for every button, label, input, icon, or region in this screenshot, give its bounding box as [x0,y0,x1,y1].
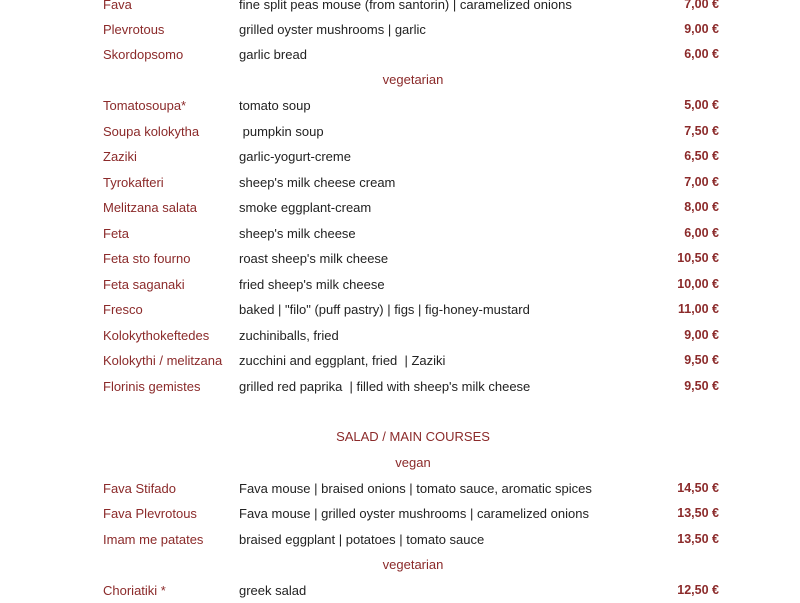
dish-description: braised eggplant | potatoes | tomato sauce [239,532,485,547]
dish-description: fine split peas mouse (from santorin) | caramelized onions [239,0,572,12]
dish-description: zuchiniballs, fried [239,328,339,343]
dish-description: grilled oyster mushrooms | garlic [239,22,426,37]
dish-description: baked | "filo" (puff pastry) | figs | fig-honey-mustard [239,302,530,317]
dish-description: smoke eggplant-cream [239,200,372,215]
dish-description: pumpkin soup [239,124,324,139]
section-title-salad-main-courses: SALAD / MAIN COURSES [336,429,490,444]
dish-name: Feta sto fourno [103,251,191,266]
dish-price: 9,50 € [684,353,719,367]
dish-price: 9,50 € [684,379,719,393]
dish-name: Tyrokafteri [103,175,164,190]
dish-name: Choriatiki * [103,583,166,598]
menu-item [0,200,800,220]
menu-item [0,124,800,144]
menu-item [0,506,800,526]
dish-name: Plevrotous [103,22,165,37]
menu-item [0,47,800,67]
dish-price: 14,50 € [677,481,719,495]
menu-item [0,532,800,552]
menu-item [0,98,800,118]
section-heading-vegetarian: vegetarian [382,72,444,87]
menu-item [0,302,800,322]
dish-description: grilled red paprika | filled with sheep's milk cheese [239,379,531,394]
dish-name: Fava Stifado [103,481,176,496]
dish-price: 13,50 € [677,506,719,520]
dish-name: Skordopsomo [103,47,184,62]
menu-item [0,175,800,195]
menu-item [0,379,800,399]
dish-description: sheep's milk cheese [239,226,356,241]
dish-name: Soupa kolokytha [103,124,200,139]
menu-item [0,149,800,169]
section-heading-vegan: vegan [395,455,431,470]
dish-description: tomato soup [239,98,311,113]
dish-description: greek salad [239,583,307,598]
dish-price: 10,50 € [677,251,719,265]
dish-description: fried sheep's milk cheese [239,277,385,292]
dish-name: Fresco [103,302,143,317]
dish-name: Fava Plevrotous [103,506,197,521]
dish-price: 6,50 € [684,149,719,163]
dish-description: garlic-yogurt-creme [239,149,351,164]
dish-price: 6,00 € [684,226,719,240]
dish-price: 9,00 € [684,328,719,342]
menu-item [0,353,800,373]
menu-item [0,251,800,271]
dish-description: Fava mouse | grilled oyster mushrooms | caramelized onions [239,506,589,521]
menu-item [0,328,800,348]
dish-name: Kolokythi / melitzana [103,353,223,368]
dish-price: 10,00 € [677,277,719,291]
dish-name: Kolokythokeftedes [103,328,210,343]
menu-item [0,277,800,297]
menu-item [0,22,800,42]
dish-name: Imam me patates [103,532,204,547]
dish-price: 13,50 € [677,532,719,546]
menu-item [0,226,800,246]
dish-name: Zaziki [103,149,137,164]
dish-name: Feta saganaki [103,277,185,292]
dish-description: zucchini and eggplant, fried | Zaziki [239,353,446,368]
dish-name: Florinis gemistes [103,379,201,394]
dish-description: garlic bread [239,47,307,62]
dish-price: 5,00 € [684,98,719,112]
section-heading-vegetarian: vegetarian [382,557,444,572]
menu-item [0,583,800,603]
menu-item [0,481,800,501]
dish-price: 7,00 € [684,175,719,189]
dish-price: 8,00 € [684,200,719,214]
dish-price: 6,00 € [684,47,719,61]
dish-price: 7,50 € [684,124,719,138]
dish-name: Melitzana salata [103,200,197,215]
dish-name: Tomatosoupa* [103,98,187,113]
dish-description: Fava mouse | braised onions | tomato sauce, aromatic spices [239,481,592,496]
dish-price: 12,50 € [677,583,719,597]
dish-name: Feta [103,226,130,241]
dish-price: 11,00 € [677,302,719,316]
dish-description: roast sheep's milk cheese [239,251,389,266]
dish-name: Fava [103,0,132,12]
dish-price: 7,00 € [684,0,719,11]
dish-price: 9,00 € [684,22,719,36]
menu-item [0,0,800,17]
dish-description: sheep's milk cheese cream [239,175,396,190]
